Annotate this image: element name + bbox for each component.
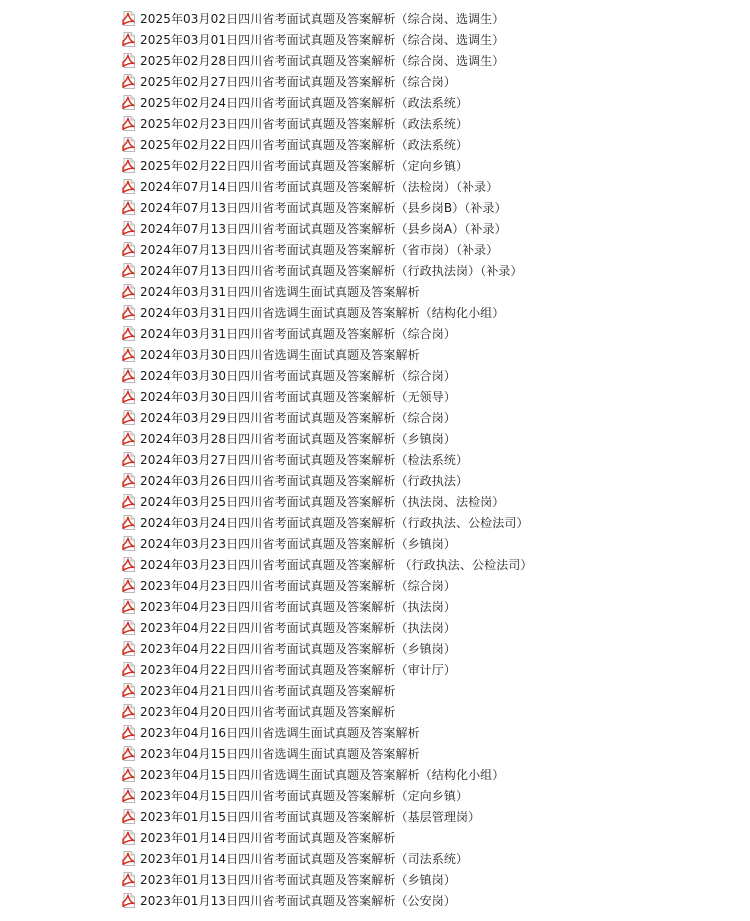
file-link-label: 2023年01月13日四川省考面试真题及答案解析（乡镇岗）: [140, 873, 456, 887]
file-link-label: 2023年04月16日四川省选调生面试真题及答案解析: [140, 726, 420, 740]
pdf-file-list: [122, 8, 533, 911]
pdf-file-icon: [122, 704, 136, 719]
file-link[interactable]: [122, 8, 533, 29]
file-link[interactable]: [122, 50, 533, 71]
pdf-file-icon: [122, 746, 136, 761]
pdf-file-icon: [122, 11, 136, 26]
pdf-file-icon: [122, 368, 136, 383]
file-link[interactable]: [122, 197, 533, 218]
pdf-file-icon: [122, 431, 136, 446]
file-link[interactable]: [122, 806, 533, 827]
file-link[interactable]: [122, 638, 533, 659]
file-link[interactable]: [122, 869, 533, 890]
file-link-label: 2024年03月26日四川省考面试真题及答案解析（行政执法）: [140, 474, 469, 488]
file-link-label: 2024年03月30日四川省选调生面试真题及答案解析: [140, 348, 420, 362]
file-link-label: 2024年03月24日四川省考面试真题及答案解析（行政执法、公检法司）: [140, 516, 529, 530]
file-link[interactable]: [122, 302, 533, 323]
pdf-file-icon: [122, 179, 136, 194]
file-link[interactable]: [122, 71, 533, 92]
pdf-file-icon: [122, 893, 136, 908]
file-link-label: 2024年03月27日四川省考面试真题及答案解析（检法系统）: [140, 453, 469, 467]
file-link-label: 2023年04月22日四川省考面试真题及答案解析（执法岗）: [140, 621, 456, 635]
file-link-label: 2023年04月20日四川省考面试真题及答案解析: [140, 705, 396, 719]
file-link-label: 2023年01月14日四川省考面试真题及答案解析: [140, 831, 396, 845]
file-link[interactable]: [122, 407, 533, 428]
file-link[interactable]: [122, 113, 533, 134]
file-link-label: 2023年01月13日四川省考面试真题及答案解析（公安岗）: [140, 894, 456, 908]
file-link-label: 2024年03月31日四川省选调生面试真题及答案解析（结构化小组）: [140, 306, 505, 320]
file-link[interactable]: [122, 134, 533, 155]
pdf-file-icon: [122, 830, 136, 845]
file-link[interactable]: [122, 890, 533, 911]
file-link[interactable]: [122, 155, 533, 176]
file-link-label: 2024年03月23日四川省考面试真题及答案解析（乡镇岗）: [140, 537, 456, 551]
pdf-file-icon: [122, 74, 136, 89]
file-link-label: 2024年03月23日四川省考面试真题及答案解析 （行政执法、公检法司）: [140, 558, 533, 572]
file-link[interactable]: [122, 29, 533, 50]
pdf-file-icon: [122, 116, 136, 131]
file-link-label: 2025年02月22日四川省考面试真题及答案解析（政法系统）: [140, 138, 469, 152]
pdf-file-icon: [122, 536, 136, 551]
pdf-file-icon: [122, 158, 136, 173]
pdf-file-icon: [122, 263, 136, 278]
file-link[interactable]: [122, 239, 533, 260]
file-link-label: 2025年02月23日四川省考面试真题及答案解析（政法系统）: [140, 117, 469, 131]
pdf-file-icon: [122, 662, 136, 677]
file-link-label: 2023年04月21日四川省考面试真题及答案解析: [140, 684, 396, 698]
file-link[interactable]: [122, 512, 533, 533]
file-link-label: 2023年04月15日四川省考面试真题及答案解析（定向乡镇）: [140, 789, 469, 803]
pdf-file-icon: [122, 284, 136, 299]
file-link[interactable]: [122, 554, 533, 575]
file-link-label: 2025年02月28日四川省考面试真题及答案解析（综合岗、选调生）: [140, 54, 505, 68]
pdf-file-icon: [122, 515, 136, 530]
file-link-label: 2024年07月14日四川省考面试真题及答案解析（法检岗）（补录）: [140, 180, 499, 194]
file-link[interactable]: [122, 680, 533, 701]
file-link[interactable]: [122, 92, 533, 113]
file-link[interactable]: [122, 449, 533, 470]
file-link[interactable]: [122, 365, 533, 386]
file-link[interactable]: [122, 218, 533, 239]
pdf-file-icon: [122, 473, 136, 488]
file-link[interactable]: [122, 848, 533, 869]
pdf-file-icon: [122, 620, 136, 635]
file-link-label: 2024年07月13日四川省考面试真题及答案解析（县乡岗A）（补录）: [140, 222, 507, 236]
pdf-file-icon: [122, 872, 136, 887]
file-link-label: 2024年03月28日四川省考面试真题及答案解析（乡镇岗）: [140, 432, 456, 446]
pdf-file-icon: [122, 557, 136, 572]
pdf-file-icon: [122, 851, 136, 866]
pdf-file-icon: [122, 137, 136, 152]
file-link-label: 2025年03月01日四川省考面试真题及答案解析（综合岗、选调生）: [140, 33, 505, 47]
file-link-label: 2023年01月15日四川省考面试真题及答案解析（基层管理岗）: [140, 810, 481, 824]
file-link[interactable]: [122, 827, 533, 848]
pdf-file-icon: [122, 578, 136, 593]
file-link-label: 2023年01月14日四川省考面试真题及答案解析（司法系统）: [140, 852, 469, 866]
pdf-file-icon: [122, 599, 136, 614]
file-link[interactable]: [122, 596, 533, 617]
pdf-file-icon: [122, 767, 136, 782]
pdf-file-icon: [122, 410, 136, 425]
file-link[interactable]: [122, 659, 533, 680]
file-link-label: 2024年03月29日四川省考面试真题及答案解析（综合岗）: [140, 411, 456, 425]
file-link-label: 2024年07月13日四川省考面试真题及答案解析（县乡岗B）（补录）: [140, 201, 507, 215]
file-link[interactable]: [122, 617, 533, 638]
pdf-file-icon: [122, 494, 136, 509]
file-link-label: 2023年04月22日四川省考面试真题及答案解析（审计厅）: [140, 663, 456, 677]
pdf-file-icon: [122, 809, 136, 824]
pdf-file-icon: [122, 242, 136, 257]
pdf-file-icon: [122, 641, 136, 656]
file-link[interactable]: [122, 176, 533, 197]
file-link-label: 2023年04月22日四川省考面试真题及答案解析（乡镇岗）: [140, 642, 456, 656]
file-link[interactable]: [122, 491, 533, 512]
file-link[interactable]: [122, 701, 533, 722]
file-link[interactable]: [122, 764, 533, 785]
pdf-file-icon: [122, 53, 136, 68]
pdf-file-icon: [122, 389, 136, 404]
file-link-label: 2023年04月23日四川省考面试真题及答案解析（执法岗）: [140, 600, 456, 614]
file-link[interactable]: [122, 428, 533, 449]
file-link[interactable]: [122, 785, 533, 806]
file-link[interactable]: [122, 743, 533, 764]
file-link-label: 2024年03月30日四川省考面试真题及答案解析（综合岗）: [140, 369, 456, 383]
file-link-label: 2023年04月15日四川省选调生面试真题及答案解析（结构化小组）: [140, 768, 505, 782]
file-link[interactable]: [122, 344, 533, 365]
file-link-label: 2025年02月27日四川省考面试真题及答案解析（综合岗）: [140, 75, 456, 89]
pdf-file-icon: [122, 32, 136, 47]
file-link-label: 2024年03月25日四川省考面试真题及答案解析（执法岗、法检岗）: [140, 495, 505, 509]
file-link-label: 2024年03月31日四川省选调生面试真题及答案解析: [140, 285, 420, 299]
file-link-label: 2024年03月30日四川省考面试真题及答案解析（无领导）: [140, 390, 456, 404]
file-link[interactable]: [122, 260, 533, 281]
file-link-label: 2025年02月22日四川省考面试真题及答案解析（定向乡镇）: [140, 159, 469, 173]
file-link-label: 2023年04月23日四川省考面试真题及答案解析（综合岗）: [140, 579, 456, 593]
file-link[interactable]: [122, 722, 533, 743]
pdf-file-icon: [122, 788, 136, 803]
file-link-label: 2024年03月31日四川省考面试真题及答案解析（综合岗）: [140, 327, 456, 341]
pdf-file-icon: [122, 725, 136, 740]
pdf-file-icon: [122, 95, 136, 110]
file-link[interactable]: [122, 533, 533, 554]
file-link-label: 2023年04月15日四川省选调生面试真题及答案解析: [140, 747, 420, 761]
file-link[interactable]: [122, 386, 533, 407]
pdf-file-icon: [122, 221, 136, 236]
pdf-file-icon: [122, 200, 136, 215]
file-link[interactable]: [122, 323, 533, 344]
file-link-label: 2024年07月13日四川省考面试真题及答案解析（省市岗）（补录）: [140, 243, 499, 257]
file-link-label: 2024年07月13日四川省考面试真题及答案解析（行政执法岗）（补录）: [140, 264, 523, 278]
file-link[interactable]: [122, 281, 533, 302]
pdf-file-icon: [122, 305, 136, 320]
file-link[interactable]: [122, 470, 533, 491]
file-link[interactable]: [122, 575, 533, 596]
pdf-file-icon: [122, 452, 136, 467]
pdf-file-icon: [122, 326, 136, 341]
pdf-file-icon: [122, 683, 136, 698]
file-link-label: 2025年02月24日四川省考面试真题及答案解析（政法系统）: [140, 96, 469, 110]
pdf-file-icon: [122, 347, 136, 362]
file-link-label: 2025年03月02日四川省考面试真题及答案解析（综合岗、选调生）: [140, 12, 505, 26]
